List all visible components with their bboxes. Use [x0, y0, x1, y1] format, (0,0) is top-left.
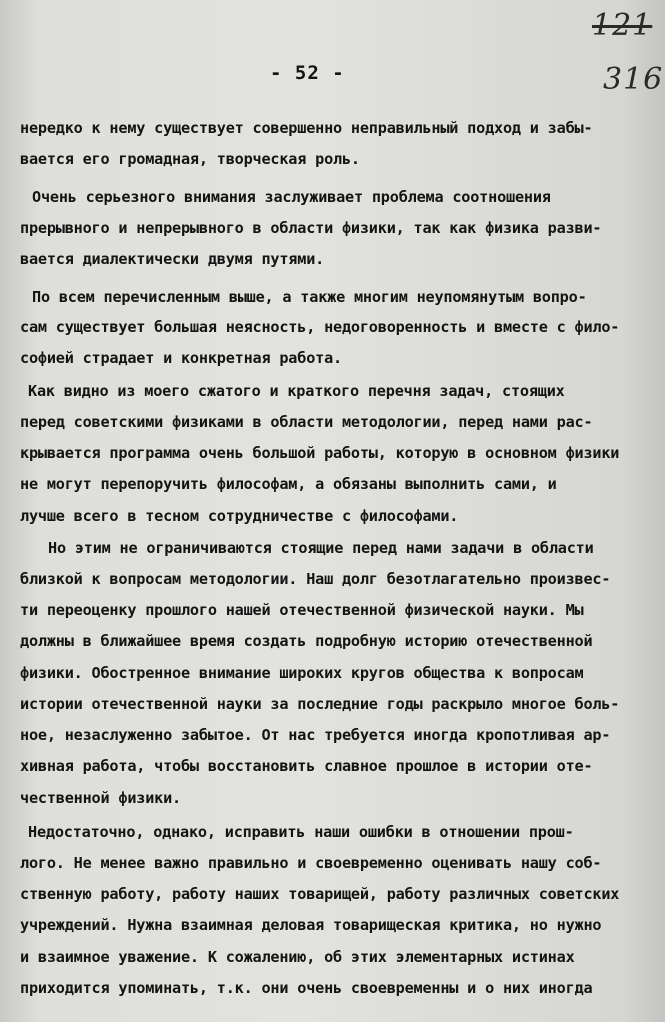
- text-line: сам существует большая неясность, недоговоренность и вместе с фило-: [20, 318, 620, 336]
- text-line: ственную работу, работу наших товарищей, работу различных советских: [20, 885, 620, 903]
- text-line: ное, незаслуженно забытое. От нас требуется иногда кропотливая ар-: [20, 726, 611, 744]
- handwritten-page-number-crossed: 121: [592, 8, 653, 43]
- text-line: близкой к вопросам методологии. Наш долг безотлагательно произвес-: [20, 570, 611, 588]
- typed-page-number: - 52 -: [270, 62, 345, 84]
- text-line: По всем перечисленным выше, а также многим неупомянутым вопро-: [32, 288, 587, 306]
- text-line: приходится упоминать, т.к. они очень своевременны и о них иногда: [20, 979, 593, 997]
- text-line: лого. Не менее важно правильно и своевременно оценивать нашу соб-: [20, 854, 602, 872]
- text-line: крывается программа очень большой работы, которую в основном физики: [20, 444, 620, 462]
- text-line: Как видно из моего сжатого и краткого перечня задач, стоящих: [28, 382, 565, 400]
- text-line: чественной физики.: [20, 789, 181, 807]
- text-line: Очень серьезного внимания заслуживает проблема соотношения: [32, 188, 551, 206]
- text-line: лучше всего в тесном сотрудничестве с философами.: [20, 507, 459, 525]
- text-line: Но этим не ограничиваются стоящие перед нами задачи в области: [48, 539, 594, 557]
- text-line: учреждений. Нужна взаимная деловая товарищеская критика, но нужно: [20, 916, 602, 934]
- text-line: ти переоценку прошлого нашей отечественной физической науки. Мы: [20, 601, 584, 619]
- text-line: перед советскими физиками в области методологии, перед нами рас-: [20, 413, 593, 431]
- handwritten-page-number: 316: [603, 62, 664, 97]
- text-line: не могут перепоручить философам, а обязаны выполнить сами, и: [20, 475, 557, 493]
- text-line: и взаимное уважение. К сожалению, об этих элементарных истинах: [20, 948, 575, 966]
- text-line: вается диалектически двумя путями.: [20, 250, 325, 268]
- text-line: физики. Обостренное внимание широких кругов общества к вопросам: [20, 664, 584, 682]
- text-line: нередко к нему существует совершенно неправильный подход и забы-: [20, 119, 593, 137]
- text-line: хивная работа, чтобы восстановить славное прошлое в истории оте-: [20, 757, 593, 775]
- text-line: должны в ближайшее время создать подробную историю отечественной: [20, 632, 593, 650]
- text-line: прерывного и непрерывного в области физики, так как физика разви-: [20, 219, 602, 237]
- text-line: Недостаточно, однако, исправить наши ошибки в отношении прош-: [28, 823, 574, 841]
- text-line: истории отечественной науки за последние годы раскрыло многое боль-: [20, 695, 620, 713]
- text-line: вается его громадная, творческая роль.: [20, 150, 360, 168]
- text-line: софией страдает и конкретная работа.: [20, 349, 342, 367]
